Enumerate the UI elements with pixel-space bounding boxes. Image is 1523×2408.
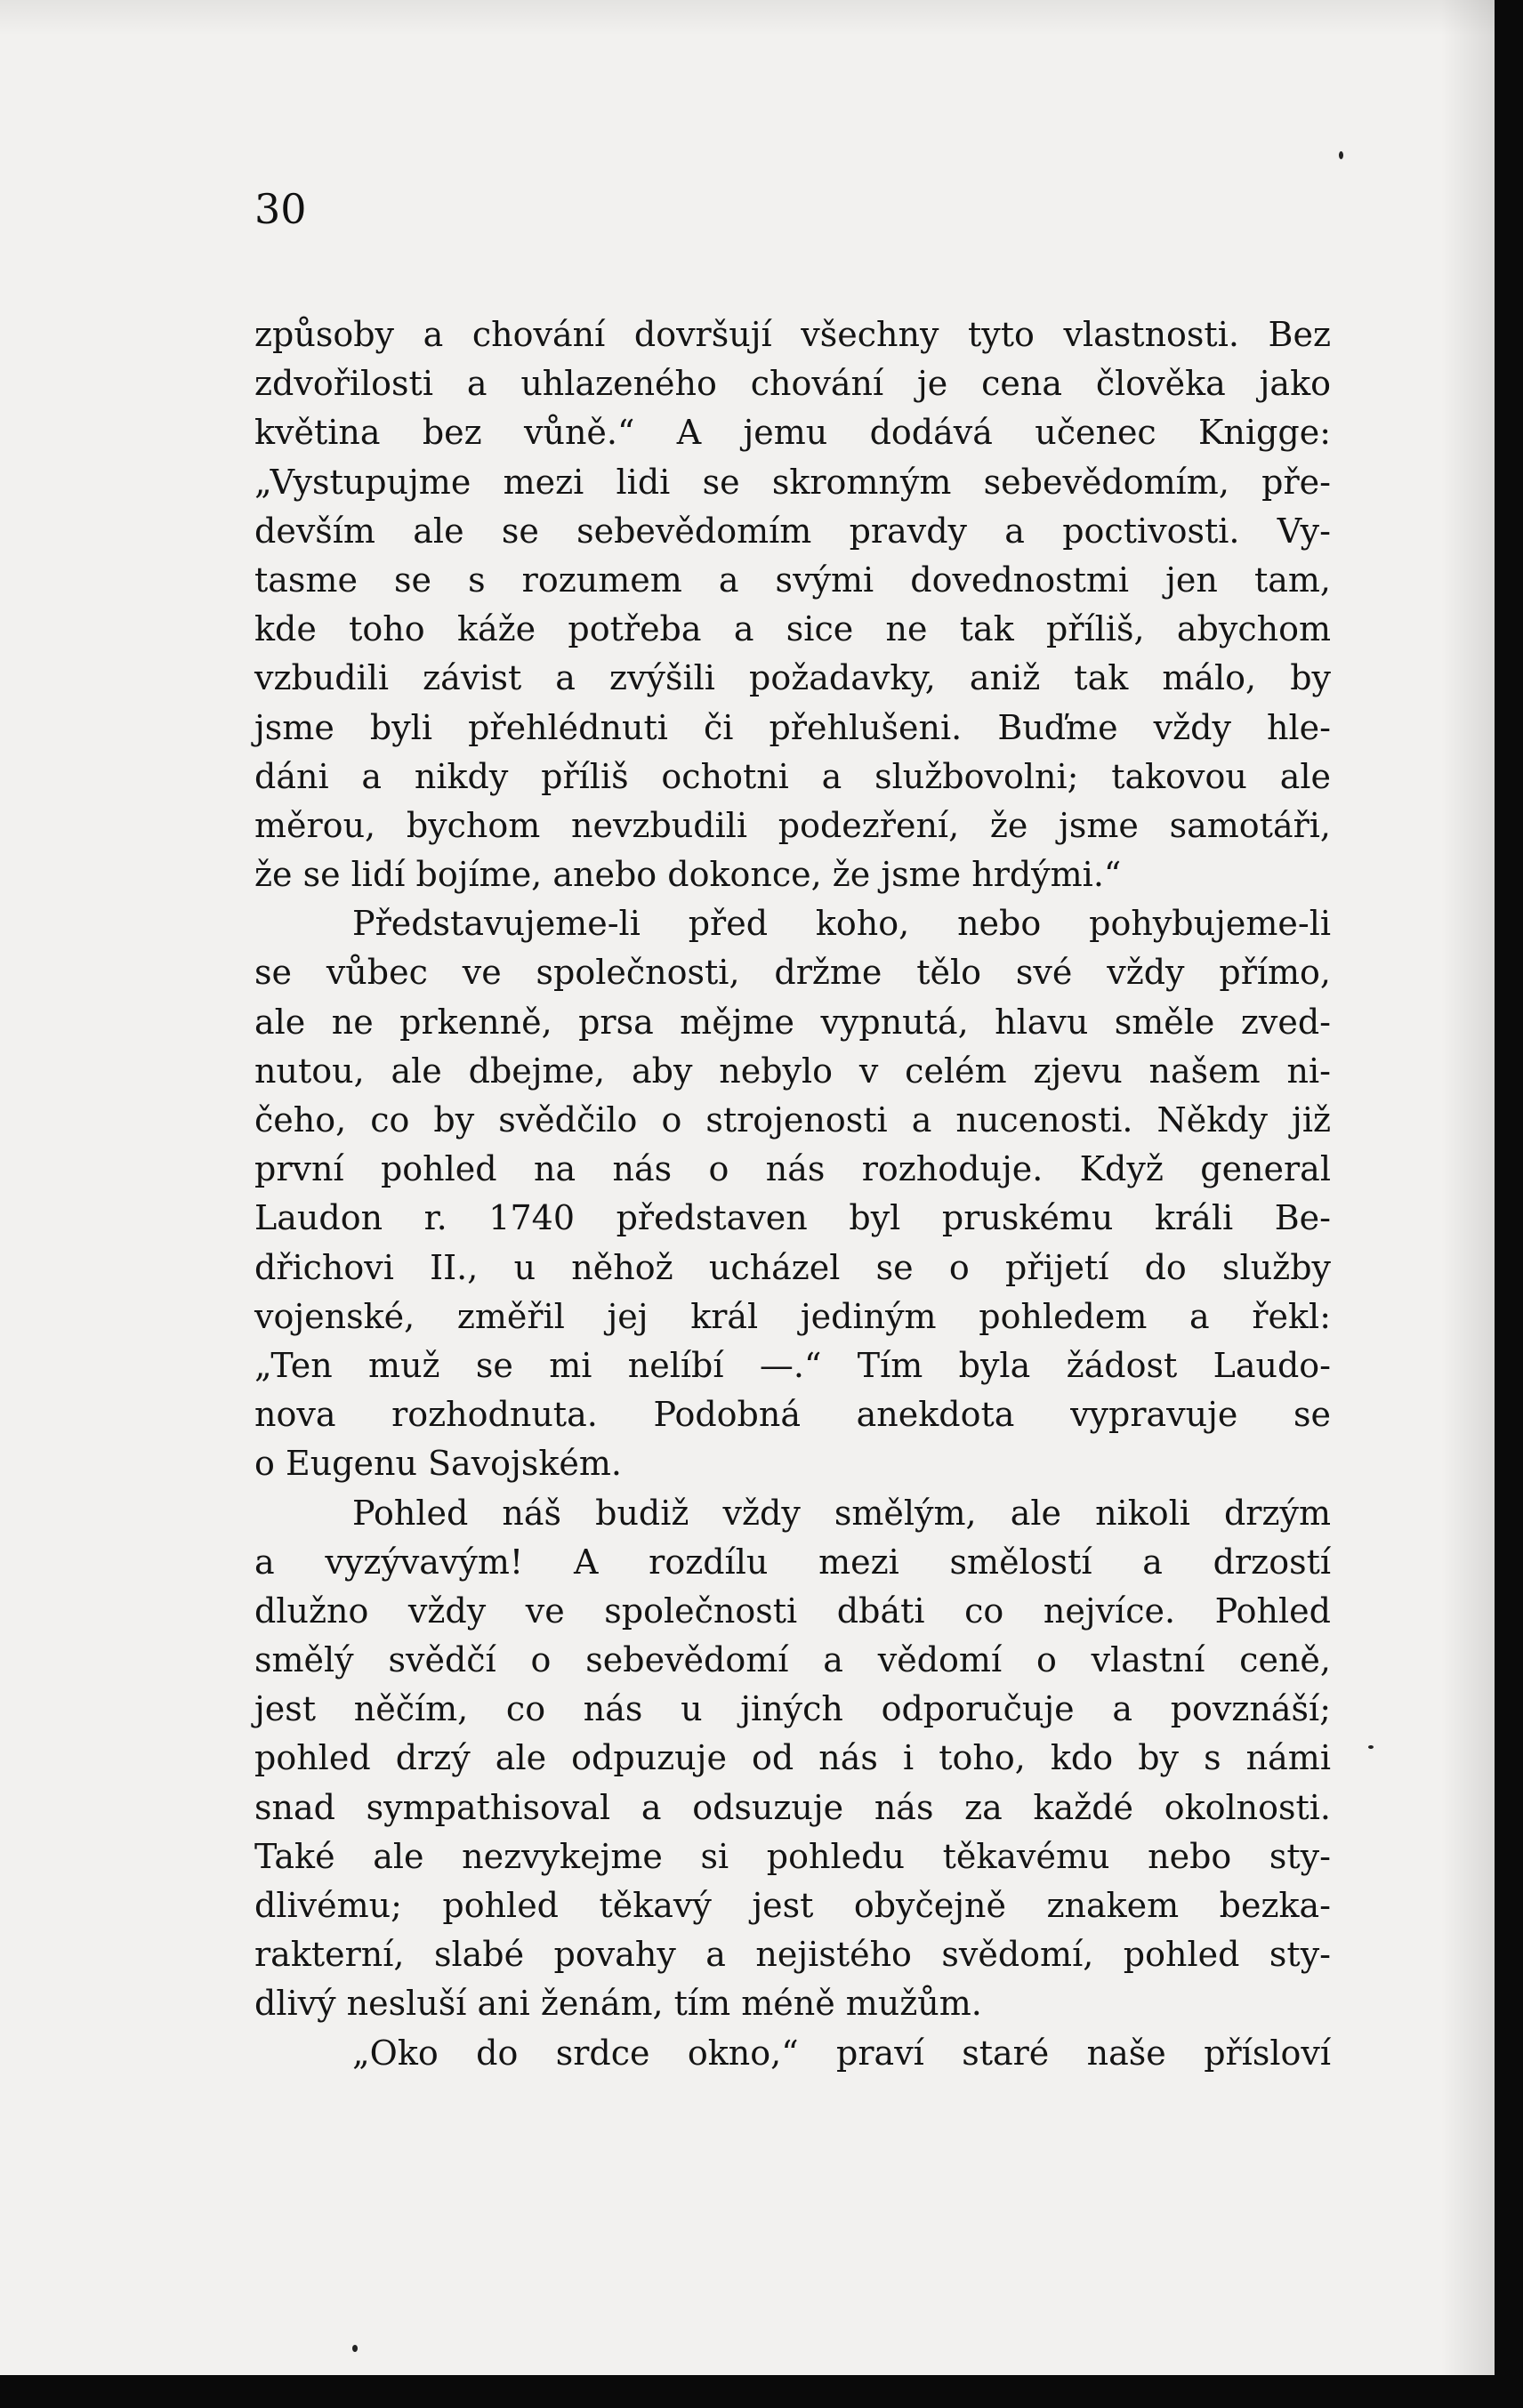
text-line: měrou, bychom nevzbudili podezření, že jsme samotáři, <box>254 805 1331 845</box>
paragraph-end-line: dlivý nesluší ani ženám, tím méně mužům. <box>254 1984 982 2024</box>
text-line: zdvořilosti a uhlazeného chování je cena člověka jako <box>254 364 1331 404</box>
text-line: „Ten muž se mi nelíbí —.“ Tím byla žádost Laudo- <box>254 1345 1331 1385</box>
text-line: vojenské, změřil jej král jediným pohledem a řekl: <box>254 1296 1331 1336</box>
text-line: smělý svědčí o sebevědomí a vědomí o vlastní ceně, <box>254 1640 1331 1680</box>
paragraph-end-line: o Eugenu Savojském. <box>254 1444 622 1484</box>
text-line: jsme byli přehlédnuti či přehlušeni. Buďme vždy hle- <box>254 707 1331 747</box>
text-line: snad sympathisoval a odsuzuje nás za každé okolnosti. <box>254 1787 1331 1827</box>
text-line: Laudon r. 1740 představen byl pruskému králi Be- <box>254 1198 1331 1238</box>
text-line: se vůbec ve společnosti, držme tělo své vždy přímo, <box>254 953 1331 993</box>
page-number: 30 <box>254 185 307 233</box>
text-line: dáni a nikdy příliš ochotni a službovolni; takovou ale <box>254 756 1331 796</box>
body-text <box>254 310 1331 2078</box>
text-line: tasme se s rozumem a svými dovednostmi jen tam, <box>254 560 1331 600</box>
text-line: nova rozhodnuta. Podobná anekdota vypravuje se <box>254 1395 1331 1435</box>
scan-speck <box>1339 151 1343 159</box>
text-line: dlužno vždy ve společnosti dbáti co nejvíce. Pohled <box>254 1591 1331 1631</box>
text-line: nutou, ale dbejme, aby nebylo v celém zjevu našem ni- <box>254 1051 1331 1091</box>
scan-speck <box>352 2345 358 2352</box>
text-line: způsoby a chování dovršují všechny tyto vlastnosti. Bez <box>254 315 1331 354</box>
text-line: květina bez vůně.“ A jemu dodává učenec Knigge: <box>254 413 1331 453</box>
text-line: dřichovi II., u něhož ucházel se o přijetí do služby <box>254 1247 1331 1287</box>
scan-top-shadow <box>0 0 1495 36</box>
text-line: dlivému; pohled těkavý jest obyčejně znakem bezka- <box>254 1886 1331 1925</box>
text-line: „Vystupujme mezi lidi se skromným sebevědomím, pře- <box>254 462 1331 502</box>
paragraph-first-line: Pohled náš budiž vždy smělým, ale nikoli drzým <box>352 1493 1331 1533</box>
text-line: devším ale se sebevědomím pravdy a poctivosti. Vy- <box>254 511 1331 551</box>
text-line: první pohled na nás o nás rozhoduje. Když general <box>254 1149 1331 1189</box>
paragraph-first-line: Představujeme-li před koho, nebo pohybujeme-li <box>352 904 1331 944</box>
text-line: pohled drzý ale odpuzuje od nás i toho, kdo by s námi <box>254 1738 1331 1778</box>
paragraph-end-line: že se lidí bojíme, anebo dokonce, že jsme hrdými.“ <box>254 855 1122 895</box>
text-line: ale ne prkenně, prsa mějme vypnutá, hlavu směle zved- <box>254 1002 1331 1042</box>
text-line: kde toho káže potřeba a sice ne tak příliš, abychom <box>254 609 1331 649</box>
text-line: čeho, co by svědčilo o strojenosti a nucenosti. Někdy již <box>254 1100 1331 1140</box>
text-line: rakterní, slabé povahy a nejistého svědomí, pohled sty- <box>254 1935 1331 1975</box>
text-line: a vyzývavým! A rozdílu mezi smělostí a drzostí <box>254 1542 1331 1582</box>
scan-edge-shadow <box>1441 0 1495 2375</box>
scan-speck <box>1368 1745 1374 1749</box>
paragraph-first-line: „Oko do srdce okno,“ praví staré naše přísloví <box>352 2033 1331 2073</box>
text-line: vzbudili závist a zvýšili požadavky, aniž tak málo, by <box>254 658 1331 698</box>
text-line: jest něčím, co nás u jiných odporučuje a povznáší; <box>254 1689 1331 1729</box>
text-line: Také ale nezvykejme si pohledu těkavému nebo sty- <box>254 1836 1331 1876</box>
